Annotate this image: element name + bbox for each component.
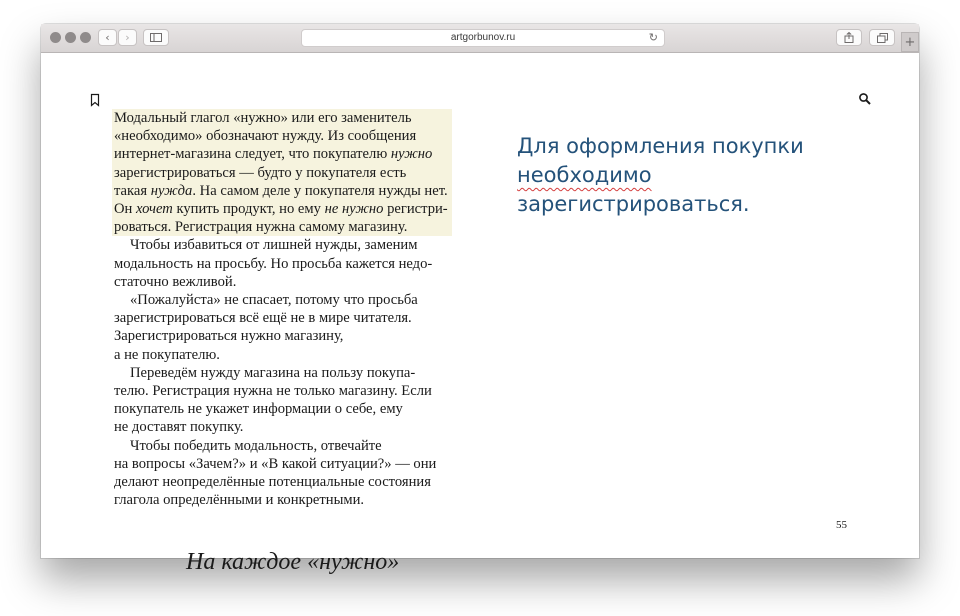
text-line: Модальный глагол «нужно» или его заменитель bbox=[114, 110, 412, 126]
text-line: зарегистрироваться — будто у покупателя есть bbox=[114, 164, 407, 181]
plus-icon: + bbox=[904, 34, 916, 50]
text-span: интернет-магазина следует, что покупателю bbox=[114, 146, 388, 163]
text-span: Он bbox=[114, 201, 133, 218]
text-line: зарегистрироваться всё ещё не в мире читателя. bbox=[114, 310, 412, 327]
tabs-icon bbox=[877, 33, 888, 43]
text-line: на вопросы «Зачем?» и «В какой ситуации?» — они bbox=[114, 455, 437, 472]
italic-text: нужда bbox=[150, 182, 193, 199]
example-line: зарегистрироваться. bbox=[517, 192, 750, 216]
italic-text: не нужно bbox=[324, 201, 384, 218]
show-tabs-button[interactable] bbox=[869, 29, 895, 46]
text-span: . На самом деле у покупателя нужды нет. bbox=[192, 182, 448, 199]
back-button[interactable] bbox=[98, 29, 117, 46]
url-text: artgorbunov.ru bbox=[450, 32, 516, 43]
text-line: «Пожалуйста» не спасает, потому что просьба bbox=[130, 292, 418, 309]
highlighted-paragraph[interactable] bbox=[112, 109, 452, 236]
section-heading: На каждое «нужно» bbox=[186, 549, 400, 575]
text-line: глагола определёнными и конкретными. bbox=[114, 492, 365, 509]
text-line: Зарегистрироваться нужно магазину, bbox=[114, 328, 344, 345]
text-line: а не покупателю. bbox=[114, 346, 220, 363]
text-line: телю. Регистрация нужна не только магазину. Если bbox=[114, 383, 432, 400]
text-line bbox=[114, 145, 450, 163]
example-line: Для оформления покупки bbox=[517, 134, 804, 158]
example-line bbox=[517, 161, 837, 190]
browser-window bbox=[41, 24, 919, 575]
book-page bbox=[41, 53, 919, 575]
text-line: Переведём нужду магазина на пользу покупа- bbox=[130, 364, 416, 381]
text-column-left bbox=[114, 109, 450, 509]
text-span: регистри- bbox=[387, 201, 448, 218]
italic-text: хочет bbox=[136, 201, 173, 218]
share-icon bbox=[844, 32, 854, 43]
search-icon[interactable] bbox=[858, 92, 872, 106]
underlined-word[interactable]: необходимо bbox=[517, 163, 652, 187]
minimize-window-button[interactable] bbox=[65, 32, 76, 43]
text-span: такая bbox=[114, 182, 148, 199]
text-line: модальность на просьбу. Но просьба кажется недо- bbox=[114, 255, 433, 272]
text-line: покупатель не укажет информации о себе, ему bbox=[114, 401, 403, 418]
reload-icon[interactable]: ↻ bbox=[648, 31, 658, 44]
forward-button[interactable] bbox=[118, 29, 137, 46]
address-bar[interactable] bbox=[301, 29, 665, 47]
text-span: купить продукт, но ему bbox=[176, 201, 321, 218]
browser-toolbar bbox=[41, 24, 919, 53]
text-line: роваться. Регистрация нужна самому магазину. bbox=[114, 219, 408, 236]
text-line: Чтобы победить модальность, отвечайте bbox=[130, 437, 382, 454]
text-line: «необходимо» обозначают нужду. Из сообщения bbox=[114, 128, 417, 145]
new-tab-button[interactable] bbox=[901, 32, 919, 52]
text-line: не доставят покупку. bbox=[114, 419, 244, 436]
text-line bbox=[114, 200, 450, 218]
share-button[interactable] bbox=[836, 29, 862, 46]
bookmark-icon[interactable] bbox=[88, 93, 102, 107]
text-line: делают неопределённые потенциальные состояния bbox=[114, 474, 431, 491]
text-line: Чтобы избавиться от лишней нужды, заменим bbox=[130, 237, 418, 254]
example-text bbox=[517, 132, 837, 219]
page-number: 55 bbox=[836, 519, 847, 531]
chevron-left-icon: ‹ bbox=[105, 31, 110, 44]
zoom-window-button[interactable] bbox=[80, 32, 91, 43]
chevron-right-icon: › bbox=[125, 31, 130, 44]
italic-text: нужно bbox=[390, 146, 433, 163]
text-line bbox=[114, 182, 450, 200]
sidebar-icon bbox=[150, 33, 162, 42]
close-window-button[interactable] bbox=[50, 32, 61, 43]
text-line: статочно вежливой. bbox=[114, 273, 237, 290]
sidebar-button[interactable] bbox=[143, 29, 169, 46]
